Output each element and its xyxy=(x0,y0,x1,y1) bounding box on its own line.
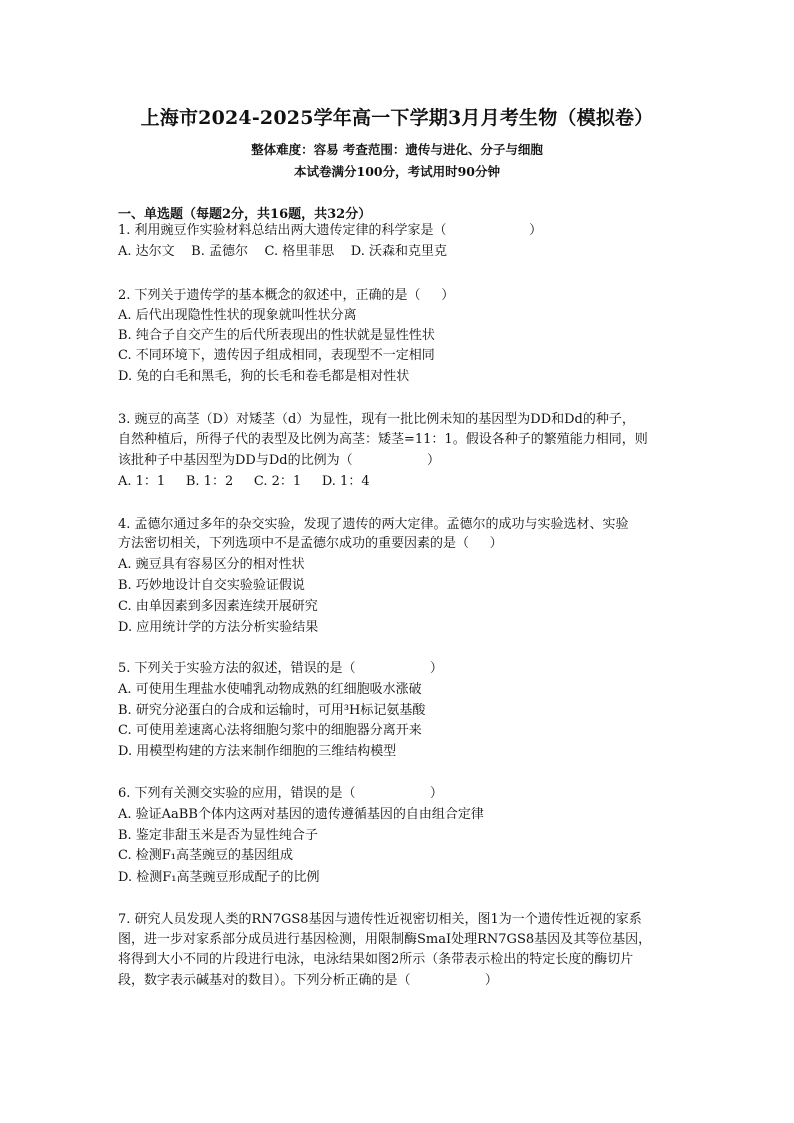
question-6-option-b: B. 鉴定非甜玉米是否为显性纯合子 xyxy=(118,828,318,843)
question-5-option-a: A. 可使用生理盐水使哺乳动物成熟的红细胞吸水涨破 xyxy=(118,682,422,697)
question-5-stem: 5. 下列关于实验方法的叙述，错误的是（ ） xyxy=(118,661,443,676)
question-3-stem-line-2: 自然种植后，所得子代的表型及比例为高茎：矮茎=11：1。假设各种子的繁殖能力相同，则 xyxy=(118,432,648,447)
question-4-option-a: A. 豌豆具有容易区分的相对性状 xyxy=(118,557,305,572)
section-heading: 一、单选题（每题2分，共16题，共32分） xyxy=(118,207,372,222)
question-5-option-d: D. 用模型构建的方法来制作细胞的三维结构模型 xyxy=(118,744,397,759)
difficulty-line: 整体难度：容易 考查范围：遗传与进化、分子与细胞 xyxy=(251,142,543,157)
question-7-stem-line-2: 图，进一步对家系部分成员进行基因检测，用限制酶SmaⅠ处理RN7GS8基因及其等位基因， xyxy=(118,932,652,947)
question-7-stem-line-1: 7. 研究人员发现人类的RN7GS8基因与遗传性近视密切相关，图1为一个遗传性近视的家系 xyxy=(118,912,642,927)
question-6-option-d: D. 检测F₁高茎豌豆形成配子的比例 xyxy=(118,870,320,885)
question-2-option-d: D. 兔的白毛和黑毛，狗的长毛和卷毛都是相对性状 xyxy=(118,369,410,384)
question-2-option-c: C. 不同环境下，遗传因子组成相同，表现型不一定相同 xyxy=(118,348,435,363)
question-4-stem-line-2: 方法密切相关，下列选项中不是孟德尔成功的重要因素的是（ ） xyxy=(118,536,503,551)
question-2-option-b: B. 纯合子自交产生的后代所表现出的性状就是显性性状 xyxy=(118,328,435,343)
score-line: 本试卷满分100分，考试用时90分钟 xyxy=(294,164,500,179)
exam-title: 上海市2024-2025学年高一下学期3月月考生物（模拟卷） xyxy=(140,107,654,129)
question-4-option-d: D. 应用统计学的方法分析实验结果 xyxy=(118,620,319,635)
question-7-stem-line-3: 将得到大小不同的片段进行电泳，电泳结果如图2所示（条带表示检出的特定长度的酶切片 xyxy=(118,952,634,967)
question-5-option-b: B. 研究分泌蛋白的合成和运输时，可用³H标记氨基酸 xyxy=(118,703,426,718)
question-2-stem: 2. 下列关于遗传学的基本概念的叙述中，正确的是（ ） xyxy=(118,288,455,303)
question-3-options: A. 1：1 B. 1：2 C. 2：1 D. 1：4 xyxy=(118,474,370,489)
question-1-stem: 1. 利用豌豆作实验材料总结出两大遗传定律的科学家是（ ） xyxy=(118,223,543,238)
question-6-stem: 6. 下列有关测交实验的应用，错误的是（ ） xyxy=(118,786,443,801)
question-6-option-a: A. 验证AaBB个体内这两对基因的遗传遵循基因的自由组合定律 xyxy=(118,807,484,822)
question-4-stem-line-1: 4. 孟德尔通过多年的杂交实验，发现了遗传的两大定律。孟德尔的成功与实验选材、实验 xyxy=(118,517,629,532)
question-4-option-b: B. 巧妙地设计自交实验验证假说 xyxy=(118,578,305,593)
question-3-stem-line-1: 3. 豌豆的高茎（D）对矮茎（d）为显性，现有一批比例未知的基因型为DD和Dd的种子， xyxy=(118,412,635,427)
question-1-options: A. 达尔文 B. 孟德尔 C. 格里菲思 D. 沃森和克里克 xyxy=(118,244,448,259)
question-6-option-c: C. 检测F₁高茎豌豆的基因组成 xyxy=(118,848,293,863)
question-2-option-a: A. 后代出现隐性性状的现象就叫性状分离 xyxy=(118,308,357,323)
question-4-option-c: C. 由单因素到多因素连续开展研究 xyxy=(118,599,318,614)
question-5-option-c: C. 可使用差速离心法将细胞匀浆中的细胞器分离开来 xyxy=(118,723,422,738)
question-3-stem-line-3: 该批种子中基因型为DD与Dd的比例为（ ） xyxy=(118,453,440,468)
question-7-stem-line-4: 段，数字表示碱基对的数目）。下列分析正确的是（ ） xyxy=(118,973,498,988)
